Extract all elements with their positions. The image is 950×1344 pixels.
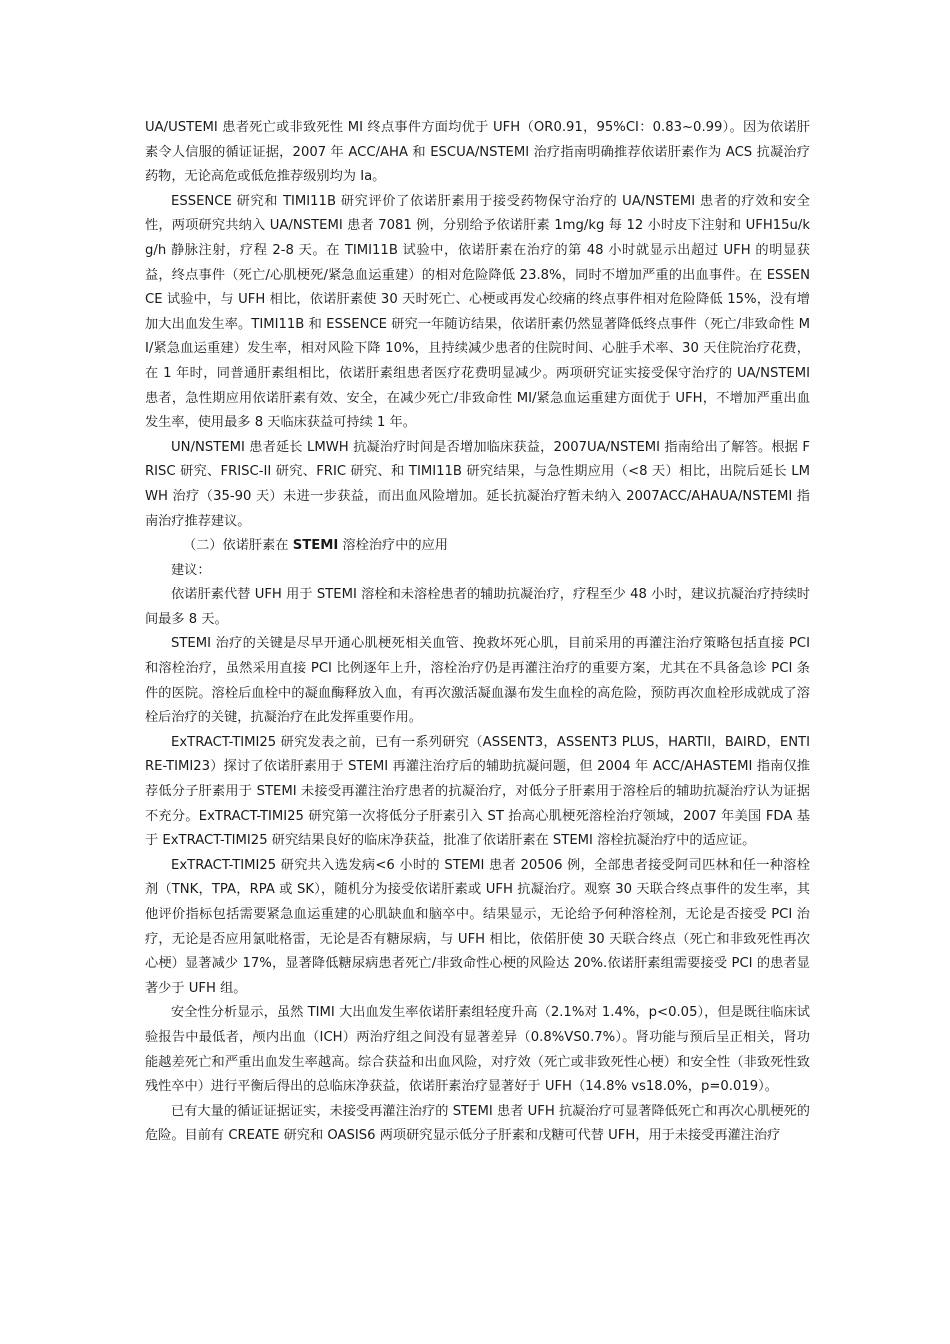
paragraph-evidence: 已有大量的循证证据证实，未接受再灌注治疗的 STEMI 患者 UFH 抗凝治疗可显著降低死亡和再次心肌梗死的危险。目前有 CREATE 研究和 OASIS6 两项研究显示低分子肝素和戊糖可代替 UFH，用于未接受再灌注治疗 <box>145 1103 810 1144</box>
section-heading-bold: STEMI <box>292 538 339 554</box>
paragraph-stemi-key: STEMI 治疗的关键是尽早开通心肌梗死相关血管、挽救坏死心肌，目前采用的再灌注治疗策略包括直接 PCI 和溶栓治疗，虽然采用直接 PCI 比例逐年上升，溶栓治疗仍是再灌注治疗的重要方案，尤其在不具备急诊 PCI 条件的医院。溶栓后血栓中的凝血酶释放入血，有再次激活凝血瀑布发生血栓的高危险，预防再次血栓形成就成了溶栓后治疗的关键，抗凝治疗在此发挥重要作用。 <box>145 636 810 726</box>
paragraph-safety-analysis: 安全性分析显示，虽然 TIMI 大出血发生率依诺肝素组轻度升高（2.1%对 1.4%，p<0.05），但是既往临床试验报告中最低者，颅内出血（ICH）两治疗组之间没有显著差异（0.8%VS0.7%）。肾功能与预后呈正相关，肾功能越差死亡和严重出血发生率越高。综合获益和出血风险，对疗效（死亡或非致死性心梗）和安全性（非致死性致残性卒中）进行平衡后得出的总临床净获益，依诺肝素治疗显著好于 UFH（14.8% vs18.0%，p=0.019）。 <box>145 1005 810 1095</box>
paragraph-essence-timi11b: ESSENCE 研究和 TIMI11B 研究评价了依诺肝素用于接受药物保守治疗的 UA/NSTEMI 患者的疗效和安全性，两项研究共纳入 UA/NSTEMI 患者 7081 例，分别给予依诺肝素 1mg/kg 每 12 小时皮下注射和 UFH15u/kg/h 静脉注射，疗程 2-8 天。在 TIMI11B 试验中，依诺肝素在治疗的第 48 小时就显示出超过 UFH 的明显获益，终点事件（死亡/心肌梗死/紧急血运重建）的相对危险降低 23.8%，同时不增加严重的出血事件。在 ESSENCE 试验中，与 UFH 相比，依诺肝素使 30 天时死亡、心梗或再发心绞痛的终点事件相对危险降低 15%，没有增加大出血发生率。TIMI11B 和 ESSENCE 研究一年随访结果，依诺肝素仍然显著降低终点事件（死亡/非致命性 MI/紧急血运重建）发生率，相对风险下降 10%，且持续减少患者的住院时间、心脏手术率、30 天住院治疗花费，在 1 年时，同普通肝素组相比，依诺肝素组患者医疗花费明显减少。两项研究证实接受保守治疗的 UA/NSTEMI 患者，急性期应用依诺肝素有效、安全，在减少死亡/非致命性 MI/紧急血运重建方面优于 UFH，不增加严重出血发生率，使用最多 8 天临床获益可持续 1 年。 <box>145 193 810 431</box>
recommendation-label: 建议： <box>171 562 211 578</box>
paragraph-extract-results: ExTRACT-TIMI25 研究共入选发病<6 小时的 STEMI 患者 20506 例，全部患者接受阿司匹林和任一种溶栓剂（TNK，TPA，RPA 或 SK），随机分为接受依诺肝素或 UFH 抗凝治疗。观察 30 天联合终点事件的发生率，其他评价指标包括需要紧急血运重建的心肌缺血和脑卒中。结果显示，无论给予何种溶栓剂，无论是否接受 PCI 治疗，无论是否应用氯吡格雷，无论是否有糖尿病，与 UFH 相比，依偌肝使 30 天联合终点（死亡和非致死性再次心梗）显著减少 17%，显著降低糖尿病患者死亡/非致命性心梗的风险达 20%.依诺肝素组需要接受 PCI 的患者显著少于 UFH 组。 <box>145 857 810 996</box>
paragraph-extract-background: ExTRACT-TIMI25 研究发表之前，已有一系列研究（ASSENT3，ASSENT3 PLUS，HARTII，BAIRD，ENTIRE-TIMI23）探讨了依诺肝素用于 STEMI 再灌注治疗后的辅助抗凝问题，但 2004 年 ACC/AHASTEMI 指南仅推荐低分子肝素用于 STEMI 未接受再灌注治疗患者的抗凝治疗，对低分子肝素用于溶栓后的辅助抗凝治疗认为证据不充分。ExTRACT-TIMI25 研究第一次将低分子肝素引入 ST 抬高心肌梗死溶栓治疗领域，2007 年美国 FDA 基于 ExTRACT-TIMI25 研究结果良好的临床净获益，批准了依诺肝素在 STEMI 溶栓抗凝治疗中的适应证。 <box>145 734 810 849</box>
section-heading <box>145 534 810 559</box>
section-heading-pre: （二）依诺肝素在 <box>183 538 293 554</box>
paragraph-continuation: UA/USTEMI 患者死亡或非致死性 MI 终点事件方面均优于 UFH（OR0.91，95%CI：0.83~0.99）。因为依诺肝素令人信服的循证证据，2007 年 ACC/AHA 和 ESCUA/NSTEMI 治疗指南明确推荐依诺肝素作为 ACS 抗凝治疗药物，无论高危或低危推荐级别均为 Ia。 <box>145 120 810 185</box>
paragraph-extended-lmwh: UN/NSTEMI 患者延长 LMWH 抗凝治疗时间是否增加临床获益，2007UA/NSTEMI 指南给出了解答。根据 FRISC 研究、FRISC-II 研究、FRIC 研究、和 TIMI11B 研究结果，与急性期应用（<8 天）相比，出院后延长 LMWH 治疗（35-90 天）未进一步获益，而出血风险增加。延长抗凝治疗暂未纳入 2007ACC/AHAUA/NSTEMI 指南治疗推荐建议。 <box>145 439 810 529</box>
section-heading-post: 溶栓治疗中的应用 <box>338 538 448 554</box>
document-body <box>145 116 810 1149</box>
paragraph-recommendation: 依诺肝素代替 UFH 用于 STEMI 溶栓和未溶栓患者的辅助抗凝治疗，疗程至少 48 小时，建议抗凝治疗持续时间最多 8 天。 <box>145 587 810 627</box>
